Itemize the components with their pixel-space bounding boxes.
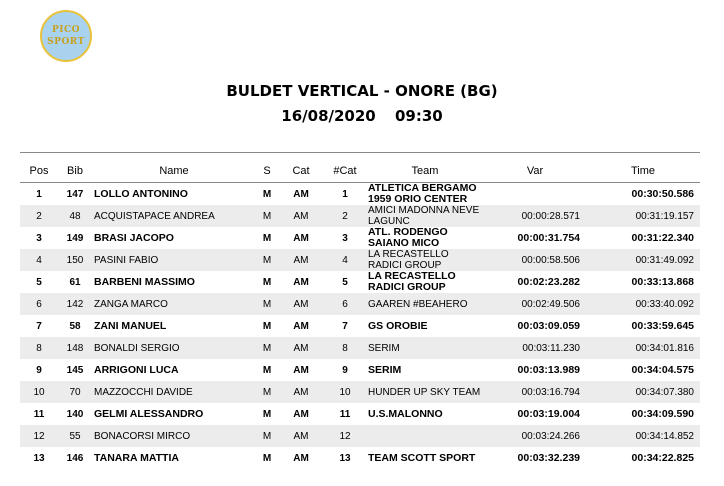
cell-team: SERIM [368,363,402,376]
table-row [20,359,700,381]
cell-name: ZANGA MARCO [92,293,256,315]
cell-ncat: 7 [342,320,348,332]
cell-bib: 150 [58,249,92,271]
cell-team: ATL. RODENGO SAIANO MICO [368,227,448,249]
cell-name: LOLLO ANTONINO [94,187,188,200]
cell-var [484,183,586,206]
table-row [20,293,700,315]
cell-team: LA RECASTELLO RADICI GROUP [366,249,484,271]
cell-ncat: 13 [339,452,351,464]
cell-ncat: 6 [324,293,366,315]
cell-name: PASINI FABIO [92,249,256,271]
cell-cat: AM [293,232,309,244]
col-header-var: Var [484,160,586,183]
cell-cat: AM [278,205,324,227]
table-row [20,227,700,249]
table-row [20,425,700,447]
cell-s: M [262,232,272,244]
cell-team: AMICI MADONNA NEVE LAGUNC [366,205,484,227]
cell-s: M [262,188,272,200]
cell-bib: 61 [69,276,81,288]
cell-s: M [262,408,272,420]
cell-pos: 5 [36,276,42,288]
col-header-pos: Pos [20,160,58,183]
cell-var: 00:03:24.266 [484,425,586,447]
cell-team: ATLETICA BERGAMO 1959 ORIO CENTER [368,182,477,205]
cell-bib: 142 [58,293,92,315]
cell-name: MAZZOCCHI DAVIDE [92,381,256,403]
cell-name: BARBENI MASSIMO [94,275,195,288]
table-row [20,205,700,227]
cell-bib: 55 [58,425,92,447]
cell-var: 00:00:58.506 [484,249,586,271]
cell-time: 00:34:04.575 [631,363,694,376]
table-row [20,183,700,206]
cell-team: GS OROBIE [368,319,428,332]
cell-bib: 148 [58,337,92,359]
cell-ncat: 10 [324,381,366,403]
cell-ncat: 2 [324,205,366,227]
cell-s: M [262,276,272,288]
pico-sport-logo [40,10,92,62]
cell-name: GELMI ALESSANDRO [94,407,204,420]
cell-s: M [256,337,278,359]
cell-team [366,425,484,447]
cell-cat: AM [278,293,324,315]
cell-pos: 8 [20,337,58,359]
cell-var: 00:02:23.282 [517,275,580,288]
cell-name: BONALDI SERGIO [92,337,256,359]
cell-time: 00:34:01.816 [586,337,700,359]
cell-ncat: 5 [342,276,348,288]
cell-pos: 2 [20,205,58,227]
cell-team: U.S.MALONNO [368,407,443,420]
cell-var: 00:02:49.506 [484,293,586,315]
col-header-cat: Cat [278,160,324,183]
cell-s: M [256,293,278,315]
cell-pos: 10 [20,381,58,403]
cell-ncat: 12 [324,425,366,447]
cell-var: 00:03:32.239 [517,451,580,464]
cell-cat: AM [293,320,309,332]
cell-pos: 3 [36,232,42,244]
cell-name: TANARA MATTIA [94,451,179,464]
cell-name: ZANI MANUEL [94,319,167,332]
cell-cat: AM [278,337,324,359]
cell-pos: 13 [33,452,45,464]
cell-s: M [256,249,278,271]
cell-var: 00:03:11.230 [484,337,586,359]
cell-pos: 1 [36,188,42,200]
cell-team: TEAM SCOTT SPORT [368,451,476,464]
cell-var: 00:03:13.989 [517,363,580,376]
cell-cat: AM [278,381,324,403]
cell-time: 00:33:13.868 [631,275,694,288]
col-header-sex: S [256,160,278,183]
col-header-time: Time [586,160,700,183]
cell-cat: AM [293,276,309,288]
cell-time: 00:34:07.380 [586,381,700,403]
cell-team: HUNDER UP SKY TEAM [366,381,484,403]
table-row [20,337,700,359]
cell-var: 00:03:19.004 [517,407,580,420]
results-table [20,160,700,469]
cell-s: M [262,452,272,464]
cell-cat: AM [293,188,309,200]
cell-name: BONACORSI MIRCO [92,425,256,447]
cell-bib: 146 [66,452,84,464]
cell-time: 00:34:09.590 [631,407,694,420]
cell-time: 00:31:19.157 [586,205,700,227]
header-divider [20,152,700,153]
logo-line-1: PICO [52,25,80,35]
cell-var: 00:00:31.754 [517,231,580,244]
cell-bib: 70 [58,381,92,403]
cell-pos: 11 [33,408,45,420]
cell-var: 00:03:16.794 [484,381,586,403]
cell-s: M [256,425,278,447]
cell-pos: 7 [36,320,42,332]
cell-cat: AM [293,408,309,420]
cell-cat: AM [278,249,324,271]
col-header-bib: Bib [58,160,92,183]
cell-time: 00:31:49.092 [586,249,700,271]
cell-ncat: 3 [342,232,348,244]
results-header-row [20,160,700,183]
cell-team: GAAREN #BEAHERO [366,293,484,315]
cell-ncat: 4 [324,249,366,271]
table-row [20,447,700,469]
col-header-cat-rank: #Cat [324,160,366,183]
cell-cat: AM [278,425,324,447]
cell-time: 00:31:22.340 [631,231,694,244]
logo-line-2: SPORT [47,37,85,47]
col-header-name: Name [92,160,256,183]
cell-bib: 58 [69,320,81,332]
cell-team: SERIM [366,337,484,359]
cell-bib: 147 [66,188,84,200]
cell-time: 00:34:14.852 [586,425,700,447]
cell-bib: 145 [66,364,84,376]
cell-s: M [256,381,278,403]
cell-time: 00:33:40.092 [586,293,700,315]
table-row [20,403,700,425]
race-date-time: 16/08/2020 09:30 [281,107,443,125]
cell-bib: 48 [58,205,92,227]
cell-cat: AM [293,364,309,376]
cell-pos: 4 [20,249,58,271]
cell-ncat: 9 [342,364,348,376]
cell-bib: 149 [66,232,84,244]
col-header-team: Team [366,160,484,183]
cell-name: BRASI JACOPO [94,231,174,244]
cell-time: 00:30:50.586 [631,187,694,200]
cell-var: 00:00:28.571 [484,205,586,227]
cell-name: ARRIGONI LUCA [94,363,179,376]
cell-time: 00:33:59.645 [631,319,694,332]
cell-s: M [256,205,278,227]
table-row [20,249,700,271]
cell-cat: AM [293,452,309,464]
cell-team: LA RECASTELLO RADICI GROUP [368,271,456,293]
table-row [20,315,700,337]
cell-name: ACQUISTAPACE ANDREA [92,205,256,227]
cell-bib: 140 [66,408,84,420]
cell-var: 00:03:09.059 [517,319,580,332]
cell-ncat: 8 [324,337,366,359]
cell-s: M [262,364,272,376]
cell-ncat: 1 [342,188,348,200]
cell-pos: 6 [20,293,58,315]
cell-ncat: 11 [339,408,351,420]
race-title: BULDET VERTICAL - ONORE (BG) [226,82,498,100]
table-row [20,381,700,403]
cell-pos: 9 [36,364,42,376]
cell-s: M [262,320,272,332]
cell-pos: 12 [20,425,58,447]
cell-time: 00:34:22.825 [631,451,694,464]
table-row [20,271,700,293]
